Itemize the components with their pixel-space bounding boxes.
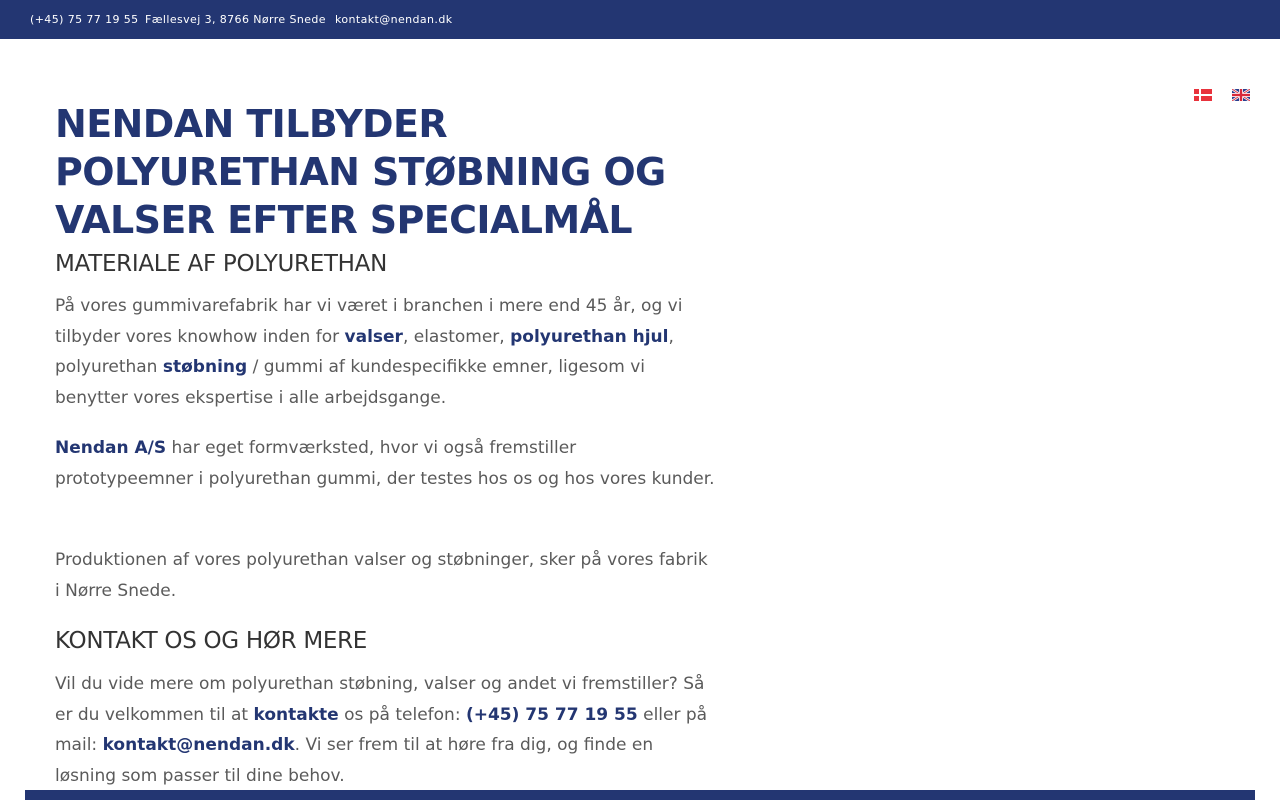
contact-text-3: eller på mail: — [55, 704, 708, 755]
production-paragraph: Produktionen af vores polyurethan valser og støbninger, sker på vores fabrik i Nørre Snede. — [55, 550, 708, 601]
footer-strip — [25, 790, 1255, 800]
link-valser[interactable]: valser — [344, 326, 403, 347]
link-kontakte[interactable]: kontakte — [253, 704, 339, 725]
topbar-phone[interactable]: (+45) 75 77 19 55 — [30, 13, 139, 26]
link-phone[interactable]: (+45) 75 77 19 55 — [465, 704, 638, 725]
intro-text-3: , polyurethan — [55, 326, 674, 377]
workshop-text: har eget formværksted, hvor vi også fremstiller prototypeemner i polyurethan gummi, der testes hos os og hos vores kunder. — [55, 438, 715, 489]
link-stobning[interactable]: støbning — [162, 357, 248, 377]
language-switcher — [1194, 86, 1250, 98]
topbar-address: Fællesvej 3, 8766 Nørre Snede — [145, 13, 326, 26]
intro-text-1: På vores gummivarefabrik har vi været i branchen i mere end 45 år, og vi tilbyder vores knowhow inden for — [55, 296, 683, 347]
intro-text-4: / gummi af kundespecifikke emner, ligesom vi benytter vores ekspertise i alle arbejdsgange. — [55, 357, 646, 408]
contact-text-1: Vil du vide mere om polyurethan støbning, valser og andet vi fremstiller? Så er du velkommen til at — [55, 674, 705, 725]
danish-flag-icon[interactable] — [1194, 86, 1212, 98]
link-nendan[interactable]: Nendan A/S — [55, 438, 167, 458]
contact-paragraph — [55, 669, 715, 791]
link-email[interactable]: kontakt@nendan.dk — [102, 735, 295, 755]
link-polyurethan-hjul[interactable]: polyurethan hjul — [510, 326, 669, 347]
top-info-bar — [0, 0, 1280, 39]
intro-paragraph — [55, 291, 715, 413]
topbar-email[interactable]: kontakt@nendan.dk — [335, 13, 453, 26]
intro-text-2: , elastomer, — [402, 326, 511, 347]
contact-text-2: os på telefon: — [338, 704, 466, 725]
section-subtitle: MATERIALE AF POLYURETHAN — [55, 251, 388, 277]
page-title: NENDAN TILBYDER POLYURETHAN STØBNING OG VALSER EFTER SPECIALMÅL — [55, 102, 666, 242]
uk-flag-icon[interactable] — [1232, 86, 1250, 98]
contact-text-4: . Vi ser frem til at høre fra dig, og finde en løsning som passer til dine behov. — [55, 735, 654, 786]
contact-heading: KONTAKT OS OG HØR MERE — [55, 628, 368, 654]
workshop-paragraph — [55, 433, 715, 494]
